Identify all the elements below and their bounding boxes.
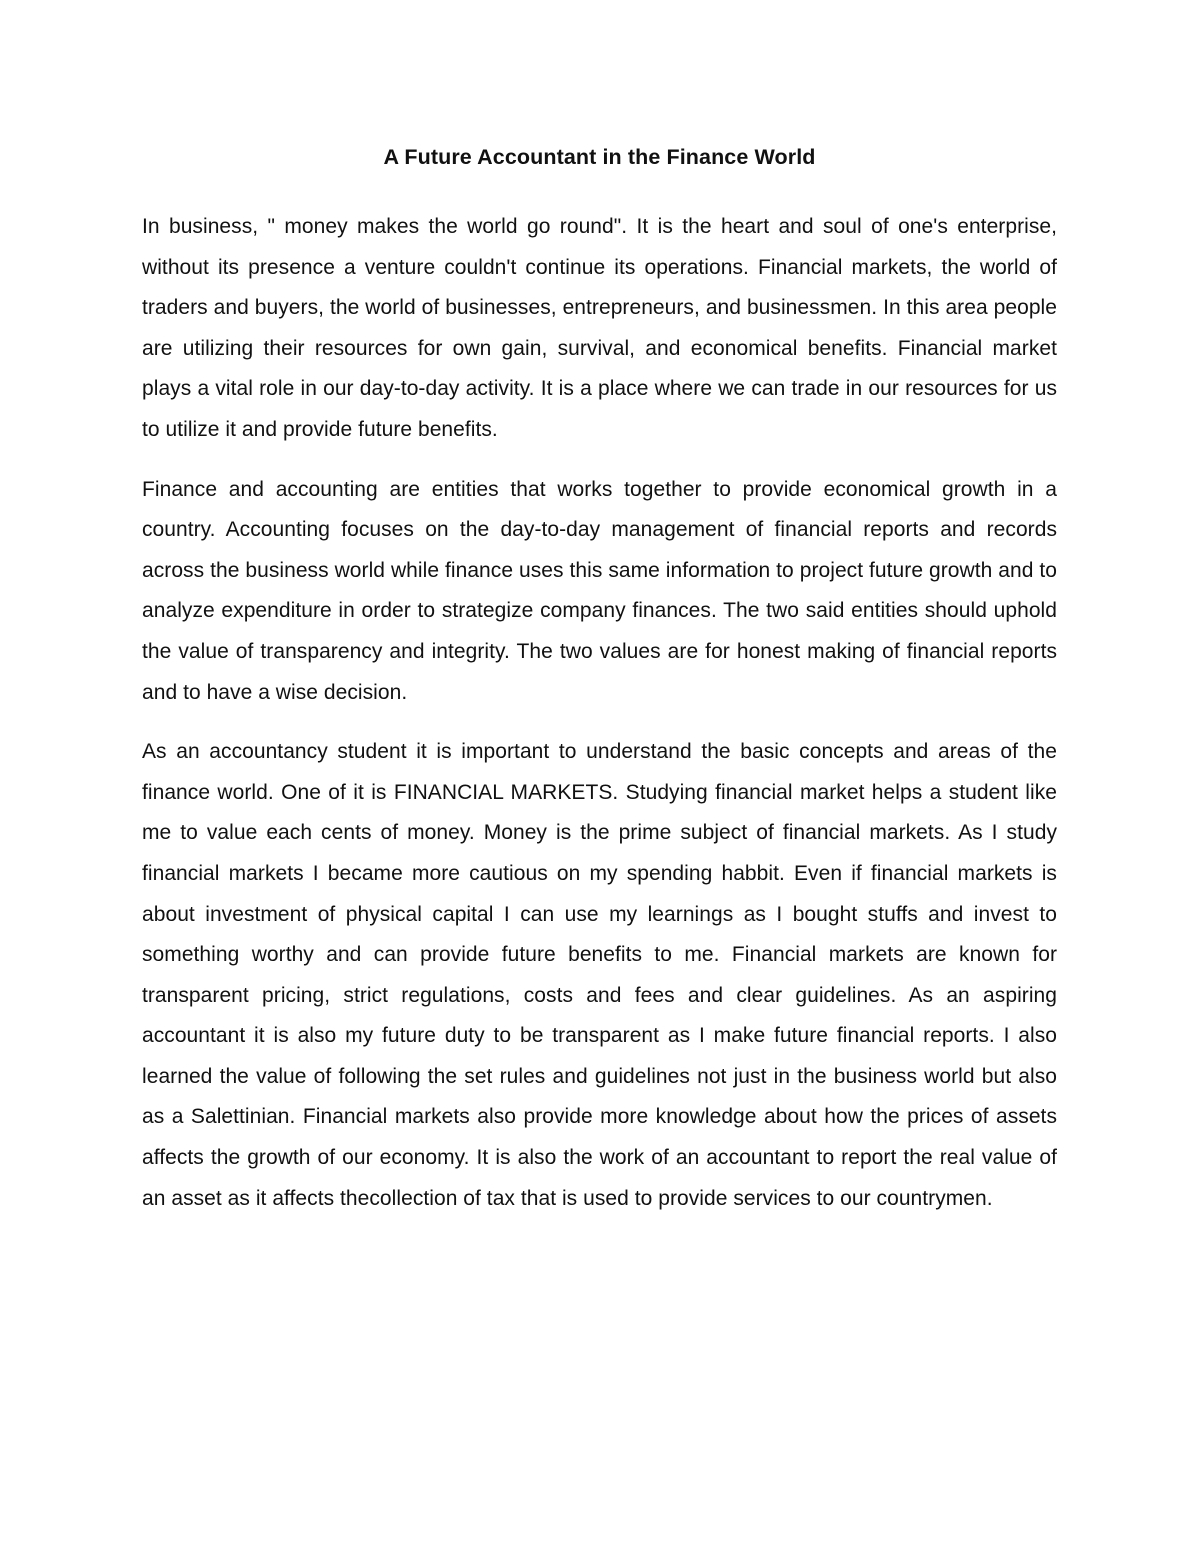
document-title: A Future Accountant in the Finance World: [383, 145, 816, 169]
document-body: [142, 137, 1057, 1238]
paragraph-1: In business, " money makes the world go round". It is the heart and soul of one's enterprise, without its presence a venture couldn't continue its operations. Financial markets, the world of traders and buyers, the world of businesses, entrepreneurs, and businessmen. In this area people are utilizing their resources for own gain, survival, and economical benefits. Financial market plays a vital role in our day-to-day activity. It is a place where we can trade in our resources for us to utilize it and provide future benefits.: [142, 215, 1057, 441]
paragraph-3: As an accountancy student it is important to understand the basic concepts and areas of the finance world. One of it is FINANCIAL MARKETS. Studying financial market helps a student like me to value each cents of money. Money is the prime subject of financial markets. As I study financial markets I became more cautious on my spending habbit. Even if financial markets is about investment of physical capital I can use my learnings as I bought stuffs and invest to something worthy and can provide future benefits to me. Financial markets are known for transparent pricing, strict regulations, costs and fees and clear guidelines. As an aspiring accountant it is also my future duty to be transparent as I make future financial reports. I also learned the value of following the set rules and guidelines not just in the business world but also as a Salettinian. Financial markets also provide more knowledge about how the prices of assets affects the growth of our economy. It is also the work of an accountant to report the real value of an asset as it affects thecollection of tax that is used to provide services to our countrymen.: [142, 740, 1057, 1210]
paragraph-2: Finance and accounting are entities that works together to provide economical growth in a country. Accounting focuses on the day-to-day management of financial reports and records across the business world while finance uses this same information to project future growth and to analyze expenditure in order to strategize company finances. The two said entities should uphold the value of transparency and integrity. The two values are for honest making of financial reports and to have a wise decision.: [142, 477, 1057, 704]
